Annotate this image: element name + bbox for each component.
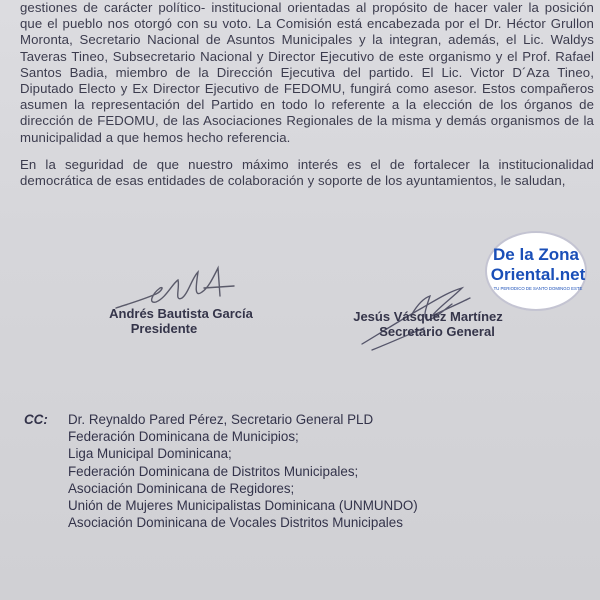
signature-block-left xyxy=(86,306,276,336)
cc-recipient: Asociación Dominicana de Vocales Distritos Municipales xyxy=(68,515,403,531)
svg-text:De la Zona: De la Zona xyxy=(493,245,579,264)
signature-block-right xyxy=(328,309,528,339)
signatory-role-right: Secretario General xyxy=(379,324,495,339)
cc-recipient: Liga Municipal Dominicana; xyxy=(68,446,232,462)
cc-recipient: Unión de Mujeres Municipalistas Dominicana (UNMUNDO) xyxy=(68,498,418,514)
letter-body xyxy=(20,0,594,189)
cc-label: CC: xyxy=(24,412,48,427)
signatory-name-right: Jesús Vásquez Martínez xyxy=(353,309,503,324)
svg-text:TU PERIODICO DE SANTO DOMINGO: TU PERIODICO DE SANTO DOMINGO ESTE xyxy=(493,286,583,291)
cc-recipient: Federación Dominicana de Municipios; xyxy=(68,429,299,445)
dela-zona-oriental-watermark-logo xyxy=(484,230,588,312)
letter-paragraph-2: En la seguridad de que nuestro máximo interés es el de fortalecer la institucionalidad democrática de esas entidades de colaboración y soporte de los ayuntamientos, le saludan, xyxy=(20,156,594,189)
cc-recipient: Dr. Reynaldo Pared Pérez, Secretario General PLD xyxy=(68,412,374,427)
signatory-name-left: Andrés Bautista García xyxy=(109,306,253,321)
cc-recipient: Federación Dominicana de Distritos Municipales; xyxy=(68,463,359,479)
svg-text:Oriental.net: Oriental.net xyxy=(490,265,586,284)
letter-paragraph-1: gestiones de carácter político- institucional orientadas al propósito de hacer valer la posición que el pueblo nos otorgó con su voto. La Comisión está encabezada por el Dr. Héctor Grullon Moronta, Secretario Nacional de Asuntos Municipales y la integran, además, el Lic. Waldys Taveras Tineo, Subsecretario Nacional y Director Ejecutivo de este organismo y el Prof. Rafael Santos Badia, miembro de la Dirección Ejecutiva del partido. El Lic. Victor D´Aza Tineo, Diputado Electo y Ex Director Ejecutivo de FEDOMU, fungirá como asesor. Estos compañeros asumen la representación del Partido en todo lo referente a la elección de los órganos de dirección de FEDOMU, de las Asociaciones Regionales de la misma y demás organismos de la municipalidad a que hemos hecho referencia. xyxy=(20,0,594,145)
cc-recipient-list xyxy=(68,411,418,531)
cc-recipient: Asociación Dominicana de Regidores; xyxy=(68,480,295,496)
signatory-role-left: Presidente xyxy=(130,321,198,336)
